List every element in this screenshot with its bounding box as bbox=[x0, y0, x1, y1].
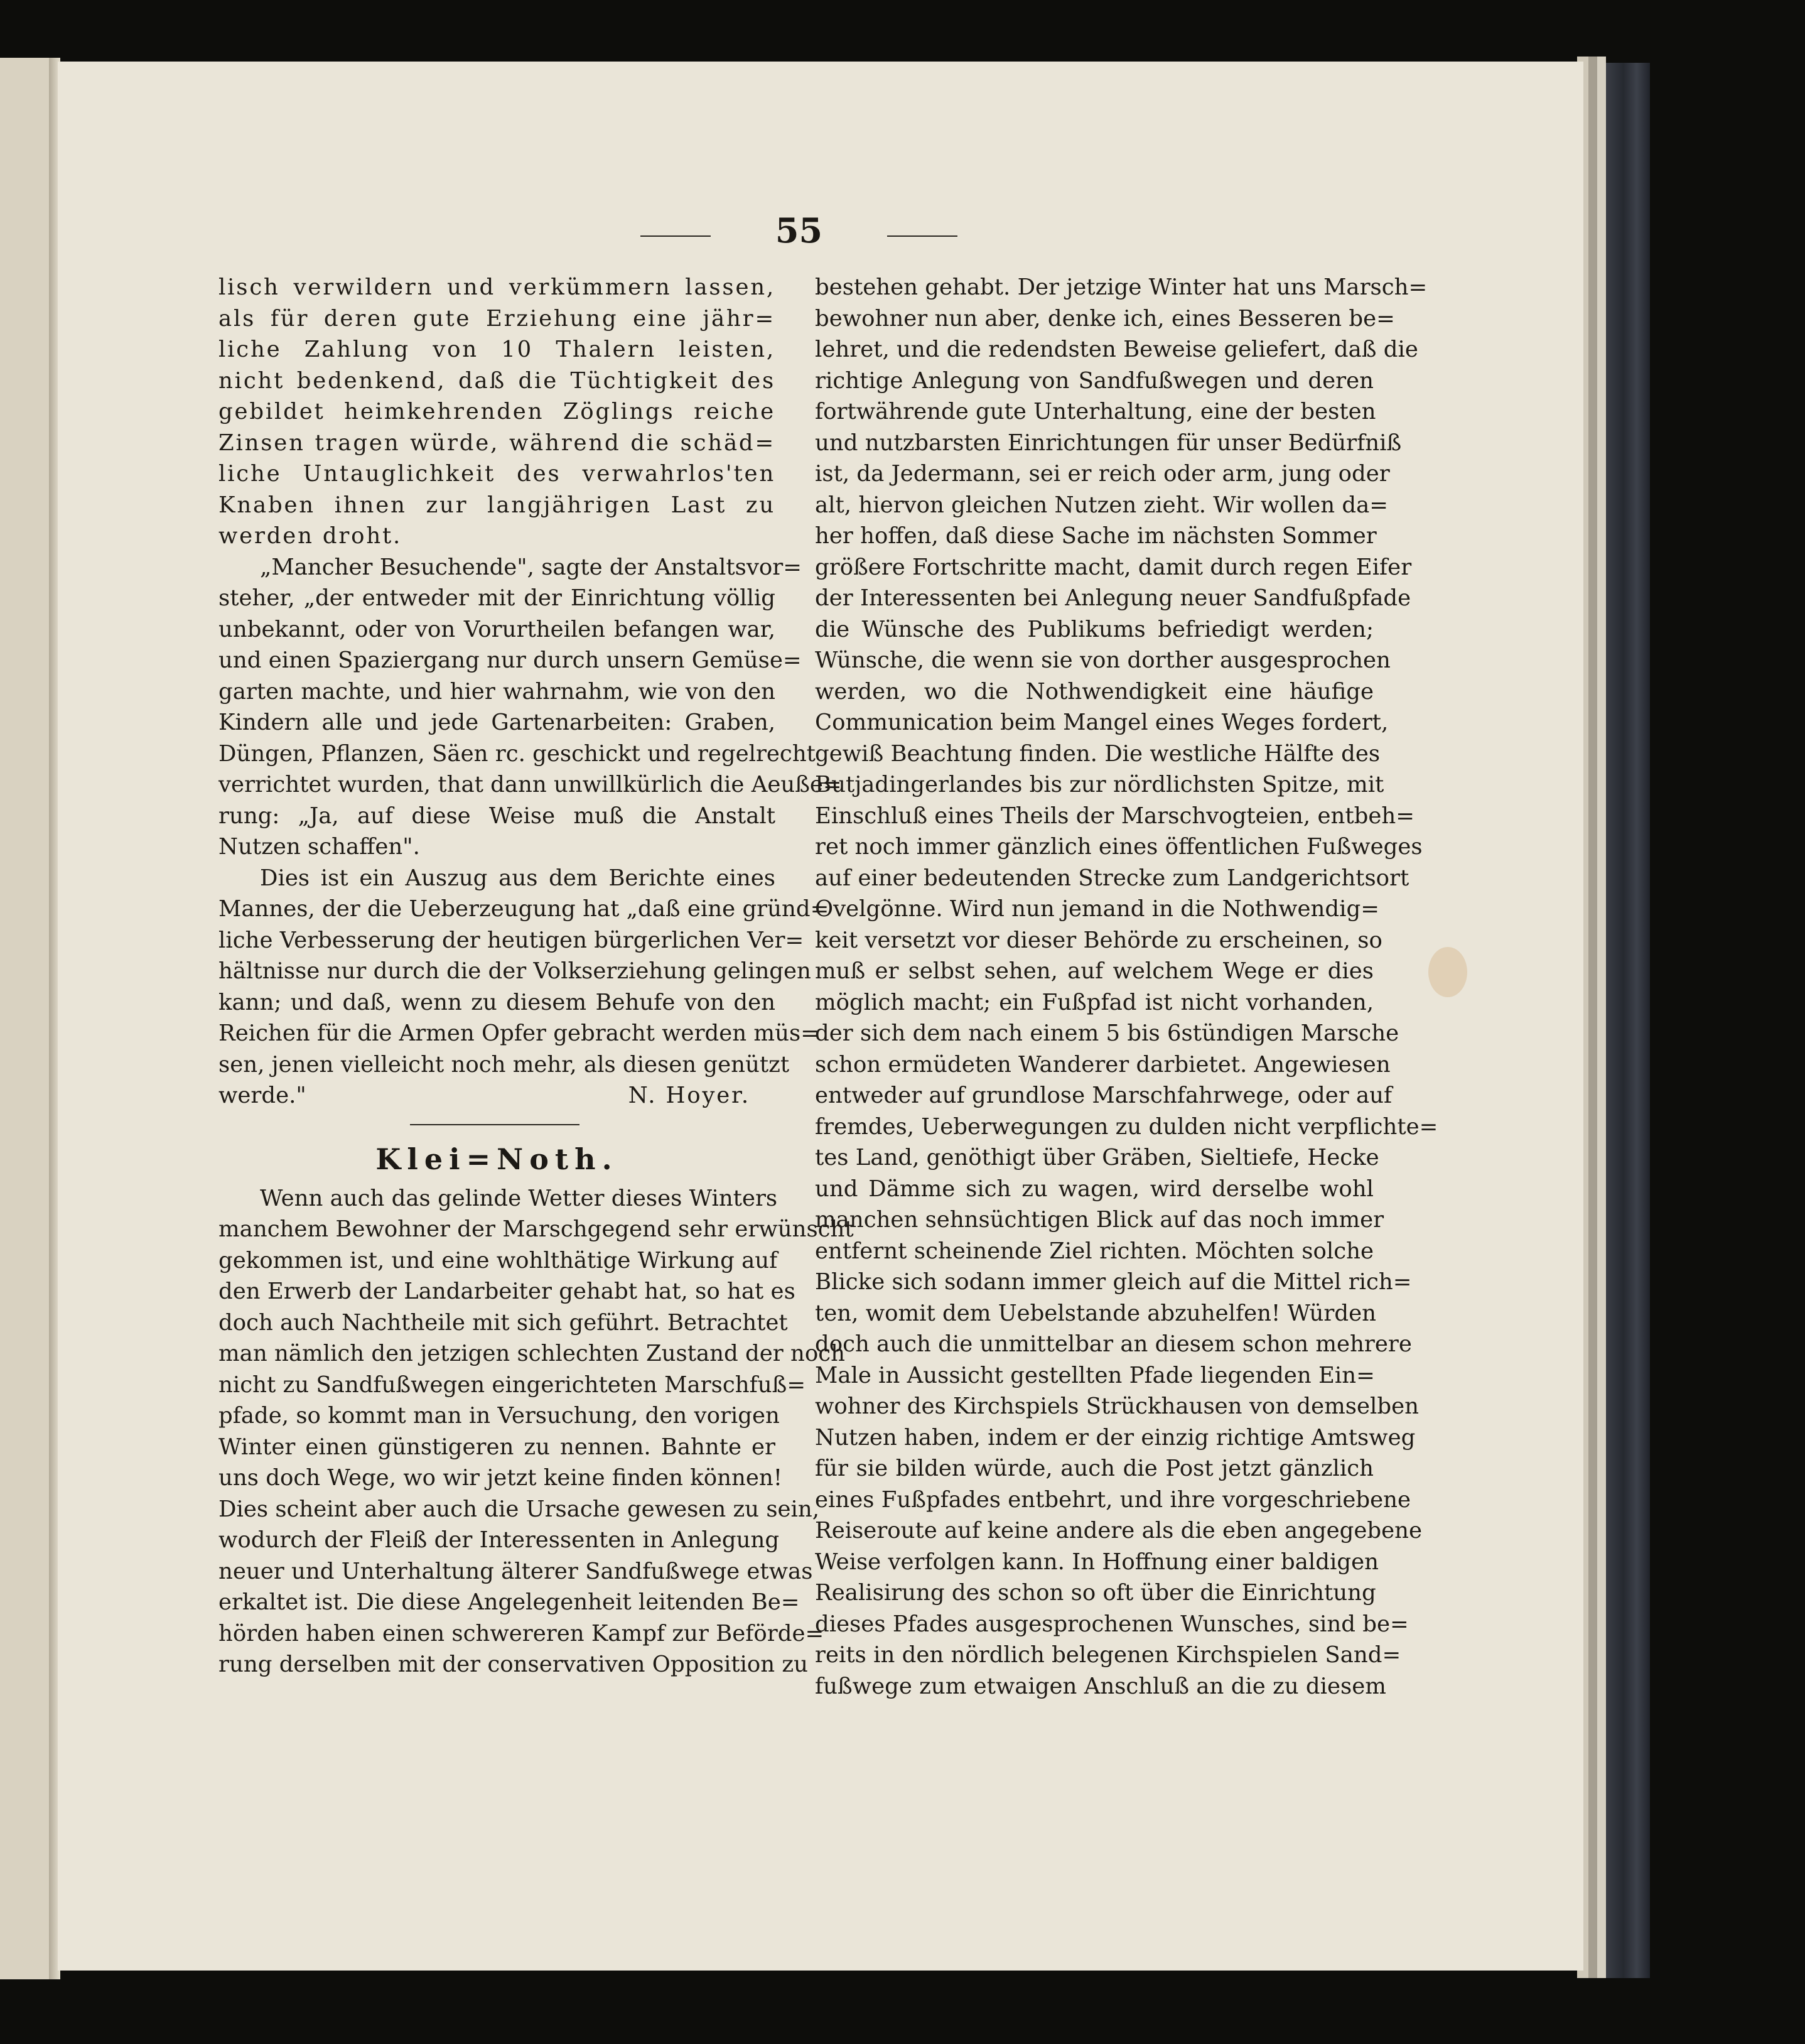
text-line: sen, jenen vielleicht noch mehr, als diesen genützt bbox=[218, 1051, 790, 1078]
text-line: liche Untauglichkeit des verwahrlos'ten bbox=[218, 461, 775, 487]
text-line: bestehen gehabt. Der jetzige Winter hat uns Marsch= bbox=[815, 274, 1428, 300]
text-line: liche Verbesserung der heutigen bürgerlichen Ver= bbox=[218, 927, 804, 953]
text-line: neuer und Unterhaltung älterer Sandfußwege etwas bbox=[218, 1558, 813, 1584]
text-line: Communication beim Mangel eines Weges fordert, bbox=[815, 710, 1389, 735]
text-line: Dies scheint aber auch die Ursache gewesen zu sein, bbox=[218, 1496, 820, 1522]
paper-stain bbox=[1428, 947, 1467, 997]
text-line: Male in Aussicht gestellten Pfade liegenden Ein= bbox=[815, 1362, 1375, 1388]
text-line: Blicke sich sodann immer gleich auf die Mittel rich= bbox=[815, 1269, 1412, 1295]
closing-text: werde." bbox=[218, 1083, 306, 1108]
text-line: und einen Spaziergang nur durch unsern Gemüse= bbox=[218, 647, 802, 673]
text-line: Reiseroute auf keine andere als die eben angegebene bbox=[815, 1518, 1422, 1544]
text-line: Winter einen günstigeren zu nennen. Bahnte er bbox=[218, 1434, 775, 1460]
text-line: entweder auf grundlose Marschfahrwege, oder auf bbox=[815, 1083, 1393, 1108]
text-line: nicht bedenkend, daß die Tüchtigkeit des bbox=[218, 367, 775, 394]
text-line: schon ermüdeten Wanderer darbietet. Angewiesen bbox=[815, 1051, 1391, 1078]
page-edge-stack bbox=[1588, 57, 1597, 1978]
text-line: bewohner nun aber, denke ich, eines Besseren be= bbox=[815, 305, 1395, 332]
text-line: kann; und daß, wenn zu diesem Behufe von den bbox=[218, 989, 775, 1015]
left-column bbox=[218, 272, 854, 1680]
text-line: und nutzbarsten Einrichtungen für unser Bedürfniß bbox=[815, 430, 1402, 456]
text-line: möglich macht; ein Fußpfad ist nicht vorhanden, bbox=[815, 989, 1374, 1015]
text-line: ten, womit dem Uebelstande abzuhelfen! Würden bbox=[815, 1300, 1376, 1326]
text-line: hörden haben einen schwereren Kampf zur Beförde= bbox=[218, 1620, 824, 1647]
text-line: Nutzen schaffen". bbox=[218, 834, 420, 860]
text-line: unbekannt, oder von Vorurtheilen befangen war, bbox=[218, 616, 775, 642]
text-line: „Mancher Besuchende", sagte der Anstaltsvor= bbox=[260, 554, 802, 580]
text-line: pfade, so kommt man in Versuchung, den vorigen bbox=[218, 1403, 780, 1429]
text-line: manchem Bewohner der Marschgegend sehr erwünscht bbox=[218, 1216, 854, 1242]
text-line: fortwährende gute Unterhaltung, eine der besten bbox=[815, 399, 1376, 424]
text-line: keit versetzt vor dieser Behörde zu erscheinen, so bbox=[815, 927, 1382, 953]
text-line: Wenn auch das gelinde Wetter dieses Winters bbox=[260, 1185, 778, 1211]
text-line: Butjadingerlandes bis zur nördlichsten Spitze, mit bbox=[815, 772, 1384, 798]
text-line: Zinsen tragen würde, während die schäd= bbox=[218, 430, 775, 456]
section-heading: Klei=Noth. bbox=[375, 1142, 618, 1176]
text-line: garten machte, und hier wahrnahm, wie von den bbox=[218, 678, 775, 705]
text-line: Dies ist ein Auszug aus dem Berichte eines bbox=[260, 865, 775, 891]
text-line: Weise verfolgen kann. In Hoffnung einer baldigen bbox=[815, 1549, 1379, 1575]
page-edge-stack bbox=[1597, 57, 1606, 1978]
text-line: wodurch der Fleiß der Interessenten in Anlegung bbox=[218, 1527, 780, 1553]
text-line: Ovelgönne. Wird nun jemand in die Nothwendig= bbox=[815, 896, 1379, 922]
text-line: Mannes, der die Ueberzeugung hat „daß eine gründ= bbox=[218, 896, 829, 922]
left-page-edge bbox=[0, 58, 54, 1979]
text-line: liche Zahlung von 10 Thalern leisten, bbox=[218, 337, 775, 362]
text-line: erkaltet ist. Die diese Angelegenheit leitenden Be= bbox=[218, 1589, 800, 1615]
text-line: Knaben ihnen zur langjährigen Last zu bbox=[218, 492, 775, 518]
text-line: uns doch Wege, wo wir jetzt keine finden können! bbox=[218, 1465, 783, 1491]
header-rule-left bbox=[640, 235, 711, 237]
text-line: und Dämme sich zu wagen, wird derselbe wohl bbox=[815, 1176, 1374, 1202]
text-line: hältnisse nur durch die der Volkserziehung gelingen bbox=[218, 958, 811, 984]
book-cover-edge bbox=[1606, 63, 1650, 1978]
text-line: den Erwerb der Landarbeiter gehabt hat, so hat es bbox=[218, 1279, 795, 1304]
text-line: tes Land, genöthigt über Gräben, Sieltiefe, Hecke bbox=[815, 1145, 1379, 1171]
text-line: die Wünsche des Publikums befriedigt werden; bbox=[815, 616, 1374, 642]
text-line: alt, hiervon gleichen Nutzen zieht. Wir wollen da= bbox=[815, 492, 1389, 518]
text-line: doch auch Nachtheile mit sich geführt. Betrachtet bbox=[218, 1309, 788, 1336]
text-line: ist, da Jedermann, sei er reich oder arm, jung oder bbox=[815, 461, 1390, 487]
text-line: muß er selbst sehen, auf welchem Wege er dies bbox=[815, 958, 1374, 984]
author-signature: N. Hoyer. bbox=[628, 1083, 750, 1108]
text-line: als für deren gute Erziehung eine jähr= bbox=[218, 305, 775, 332]
text-line: der sich dem nach einem 5 bis 6stündigen Marsche bbox=[815, 1020, 1399, 1046]
text-line: gekommen ist, und eine wohlthätige Wirkung auf bbox=[218, 1247, 778, 1273]
text-line: werden droht. bbox=[218, 523, 402, 549]
text-line: Reichen für die Armen Opfer gebracht werden müs= bbox=[218, 1020, 819, 1046]
text-line: reits in den nördlich belegenen Kirchspielen Sand= bbox=[815, 1642, 1401, 1668]
text-line: rung: „Ja, auf diese Weise muß die Anstalt bbox=[218, 803, 775, 829]
text-line: fußwege zum etwaigen Anschluß an die zu diesem bbox=[815, 1673, 1386, 1699]
text-line: Realisirung des schon so oft über die Einrichtung bbox=[815, 1580, 1376, 1606]
text-line: lisch verwildern und verkümmern lassen, bbox=[218, 274, 775, 300]
text-line: steher, „der entweder mit der Einrichtung völlig bbox=[218, 585, 775, 611]
text-line: manchen sehnsüchtigen Blick auf das noch immer bbox=[815, 1207, 1384, 1233]
page-number: 55 bbox=[775, 210, 823, 251]
text-line: wohner des Kirchspiels Strückhausen von demselben bbox=[815, 1393, 1419, 1419]
text-line: rung derselben mit der conservativen Opposition zu bbox=[218, 1652, 808, 1677]
text-line: fremdes, Ueberwegungen zu dulden nicht verpflichte= bbox=[815, 1113, 1438, 1140]
section-separator bbox=[218, 1111, 775, 1139]
text-line: gewiß Beachtung finden. Die westliche Hälfte des bbox=[815, 740, 1381, 767]
text-line: Düngen, Pflanzen, Säen rc. geschickt und regelrecht bbox=[218, 740, 816, 767]
text-line: lehret, und die redendsten Beweise geliefert, daß die bbox=[815, 337, 1418, 362]
text-line: Kindern alle und jede Gartenarbeiten: Graben, bbox=[218, 710, 775, 735]
text-line: verrichtet wurden, that dann unwillkürlich die Aeuße= bbox=[218, 772, 842, 798]
header-rule-right bbox=[887, 235, 957, 237]
text-line: eines Fußpfades entbehrt, und ihre vorgeschriebene bbox=[815, 1486, 1411, 1513]
text-line: Einschluß eines Theils der Marschvogteien, entbeh= bbox=[815, 803, 1414, 829]
text-line: dieses Pfades ausgesprochenen Wunsches, sind be= bbox=[815, 1611, 1409, 1637]
text-line: für sie bilden würde, auch die Post jetzt gänzlich bbox=[815, 1456, 1374, 1481]
text-line: man nämlich den jetzigen schlechten Zustand der noch bbox=[218, 1341, 846, 1366]
signature-line bbox=[218, 1080, 775, 1111]
text-line: werden, wo die Nothwendigkeit eine häufige bbox=[815, 678, 1374, 705]
text-line: größere Fortschritte macht, damit durch regen Eifer bbox=[815, 554, 1412, 580]
text-line: richtige Anlegung von Sandfußwegen und deren bbox=[815, 367, 1374, 394]
text-line: Wünsche, die wenn sie von dorther ausgesprochen bbox=[815, 647, 1391, 673]
text-line: gebildet heimkehrenden Zöglings reiche bbox=[218, 399, 775, 424]
text-line: nicht zu Sandfußwegen eingerichteten Marschfuß= bbox=[218, 1371, 806, 1398]
text-line: der Interessenten bei Anlegung neuer Sandfußpfade bbox=[815, 585, 1411, 611]
text-line: auf einer bedeutenden Strecke zum Landgerichtsort bbox=[815, 865, 1409, 891]
text-line: doch auch die unmittelbar an diesem schon mehrere bbox=[815, 1331, 1412, 1357]
text-line: her hoffen, daß diese Sache im nächsten Sommer bbox=[815, 523, 1377, 549]
text-line: Nutzen haben, indem er der einzig richtige Amtsweg bbox=[815, 1424, 1416, 1451]
page-header bbox=[640, 210, 957, 257]
text-line: ret noch immer gänzlich eines öffentlichen Fußweges bbox=[815, 834, 1423, 860]
text-line: entfernt scheinende Ziel richten. Möchten solche bbox=[815, 1238, 1374, 1264]
right-column bbox=[815, 272, 1438, 1702]
